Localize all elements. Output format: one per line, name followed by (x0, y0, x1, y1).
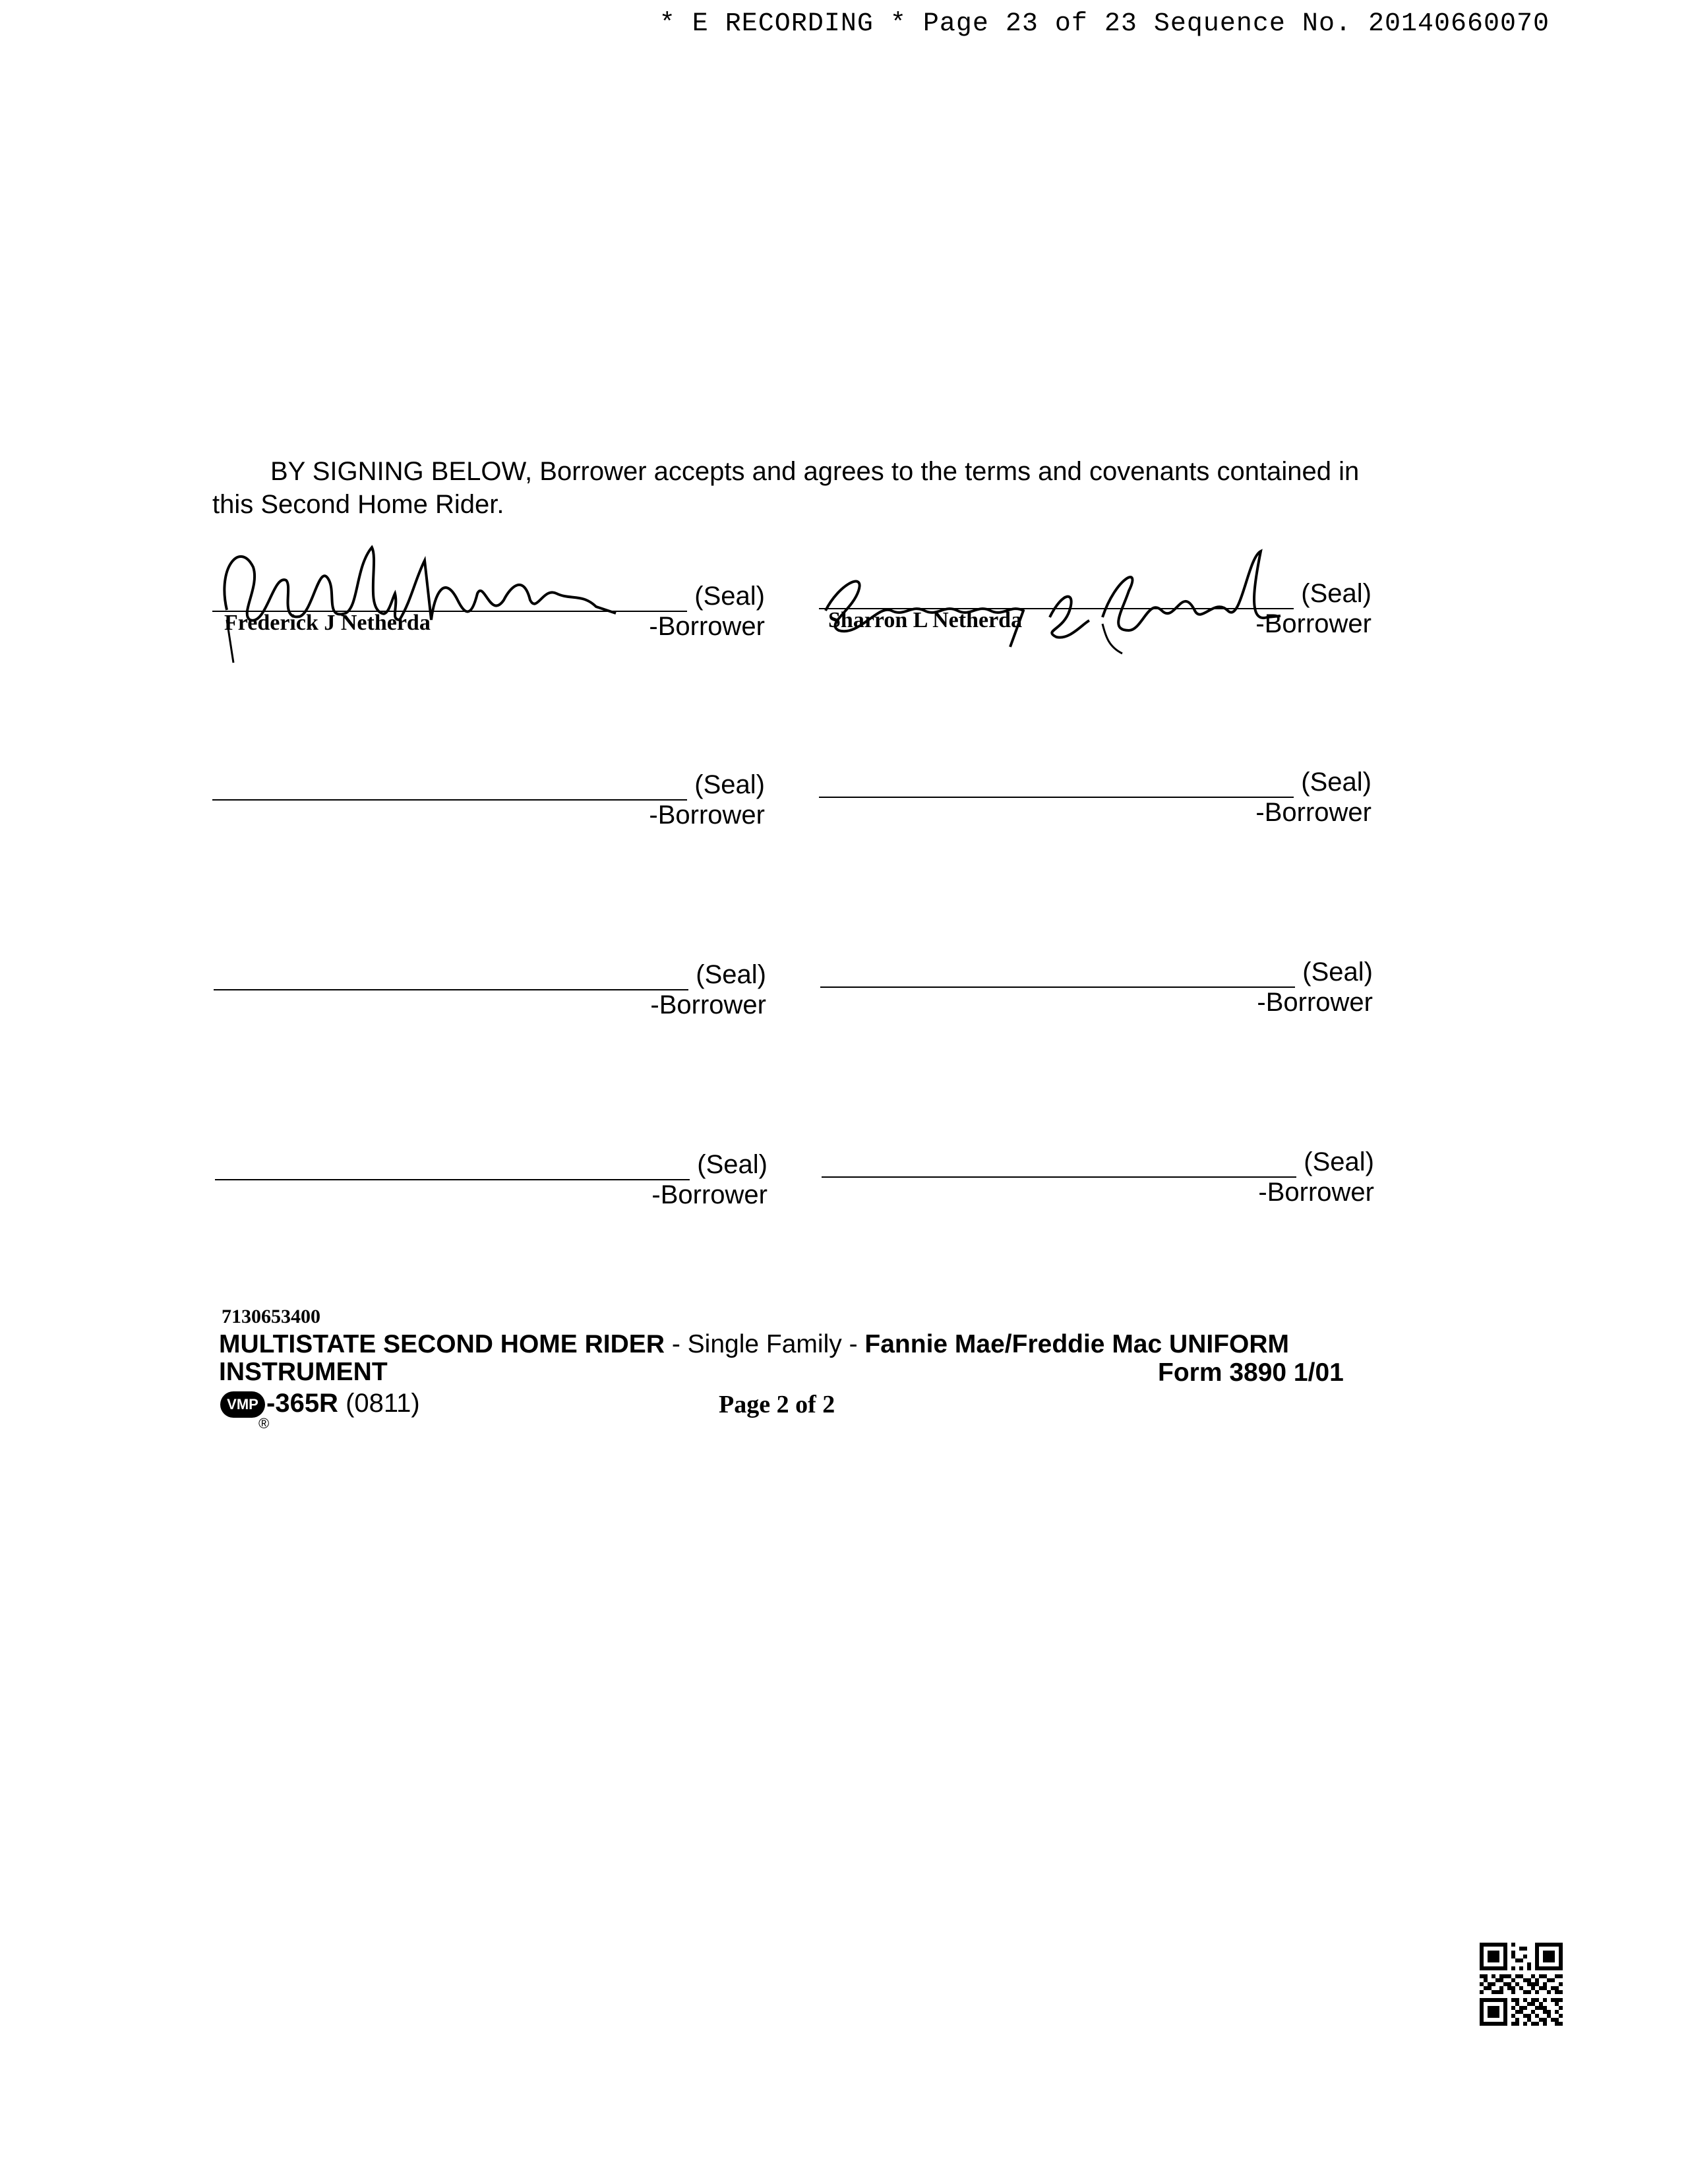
borrower-label: -Borrower (649, 612, 765, 641)
borrower-label: -Borrower (1258, 1178, 1374, 1207)
borrower-label: -Borrower (649, 801, 765, 830)
signature-line (214, 989, 688, 990)
seal-label: (Seal) (1301, 768, 1372, 797)
form-revision: (0811) (338, 1389, 420, 1418)
signature-block-3 (212, 762, 765, 835)
form-code: -365R (266, 1389, 338, 1418)
printed-name: Frederick J Netherda (224, 611, 431, 635)
recording-header: * E RECORDING * Page 23 of 23 Sequence No. 20140660070 (659, 9, 1550, 39)
form-title-right: Fannie Mae/Freddie Mac UNIFORM INSTRUMENT (219, 1330, 1290, 1386)
signature-block-8 (822, 1139, 1374, 1212)
seal-label: (Seal) (694, 582, 765, 611)
seal-label: (Seal) (696, 960, 766, 989)
loan-number: 7130653400 (222, 1306, 320, 1327)
signature-block-4 (819, 760, 1372, 832)
form-code-row (220, 1389, 420, 1432)
qr-code-icon (1480, 1943, 1563, 2026)
seal-label: (Seal) (697, 1150, 768, 1179)
registered-mark: ® (258, 1415, 270, 1432)
signature-block-7 (215, 1142, 768, 1215)
borrower-label: -Borrower (1255, 798, 1372, 827)
intro-text: BY SIGNING BELOW, Borrower accepts and agrees to the terms and covenants contained in this Second Home Rider. (212, 457, 1360, 519)
vmp-logo-icon: VMP (220, 1391, 265, 1418)
form-number: Form 3890 1/01 (1158, 1358, 1344, 1387)
signature-line (820, 986, 1295, 988)
borrower-label: -Borrower (1257, 988, 1373, 1017)
printed-name: Sharron L Netherda (828, 608, 1023, 632)
borrower-label: -Borrower (1255, 609, 1372, 638)
signature-block-2 (819, 571, 1372, 644)
signature-block-5 (214, 952, 766, 1025)
intro-paragraph (212, 455, 1373, 521)
borrower-label: -Borrower (650, 990, 766, 1019)
signature-line (822, 1176, 1296, 1178)
seal-label: (Seal) (1301, 579, 1372, 608)
signature-line (215, 1179, 690, 1180)
signature-line (819, 797, 1294, 798)
page-indicator: Page 2 of 2 (719, 1391, 835, 1418)
signature-block-1 (212, 574, 765, 646)
borrower-label: -Borrower (651, 1180, 768, 1209)
seal-label: (Seal) (694, 770, 765, 799)
form-title-bold: MULTISTATE SECOND HOME RIDER (219, 1330, 665, 1358)
seal-label: (Seal) (1302, 957, 1373, 986)
form-title-middle: - Single Family - (665, 1330, 865, 1358)
seal-label: (Seal) (1304, 1147, 1374, 1176)
signature-line (212, 799, 687, 801)
signature-block-6 (820, 950, 1373, 1022)
